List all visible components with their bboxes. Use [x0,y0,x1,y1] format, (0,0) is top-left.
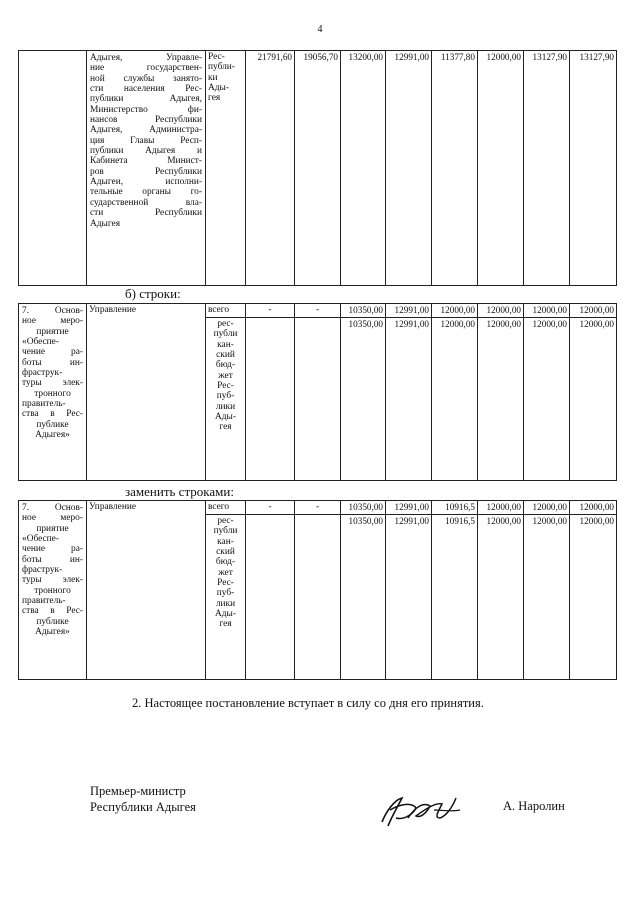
value-cell: 12000,00 [478,501,524,515]
dash-cell: - [246,501,295,515]
line: 7. Основ- [22,503,83,513]
line: ки [208,72,218,83]
table-row [19,501,617,515]
line: гея [208,93,221,104]
value-cell: 12000,00 [570,318,617,481]
table-row [19,51,617,286]
line: Рес- [217,578,234,589]
source-cell [206,51,246,286]
line: туры элек- [22,378,83,389]
measure-cell [19,304,87,481]
line: гея [219,619,232,630]
measure-cell [19,501,87,680]
line: публики Адыгея, [90,94,202,105]
value-cell: 13127,90 [570,51,617,286]
line: публи- [208,62,235,73]
value-cell: 12000,00 [432,304,478,318]
value-cell: 12000,00 [570,515,617,680]
line: сти Республики [90,208,202,219]
line: лики [215,401,236,412]
line: Адыгея, Управле- [90,53,202,63]
line: «Обеспе- [22,337,59,348]
signatory-name: А. Наролин [503,799,565,813]
line: ние государствен- [90,63,202,74]
line: Ады- [208,83,229,94]
page-number: 4 [317,24,323,35]
value-cell: 12000,00 [432,318,478,481]
value-cell: 13200,00 [341,51,386,286]
line: «Обеспе- [22,534,59,545]
line: Адыгея [90,218,121,229]
line: лики [215,598,236,609]
line: Ады- [215,412,236,423]
source-all-cell: всего [206,501,246,515]
executors-lines [90,53,202,229]
line: ной службы занято- [90,73,202,84]
table-continuation [18,50,617,286]
line: 7. Основ- [22,306,83,316]
line: Министерство фи- [90,104,202,115]
empty-cell [295,515,341,680]
heading-replace: заменить строками: [125,484,234,499]
table-old-rows [18,303,617,481]
value-cell: 10350,00 [341,318,386,481]
empty-cell [19,51,87,286]
value-cell: 12000,00 [524,515,570,680]
line: ное меро- [22,316,83,327]
line: чение ра- [22,544,83,555]
line: фраструк- [22,368,63,379]
empty-cell [246,515,295,680]
value-cell: 12991,00 [386,515,432,680]
line: нансов Республики [90,115,202,126]
value-cell: 10916,5 [432,515,478,680]
value-cell: 12000,00 [478,51,524,286]
line: публи [213,329,238,340]
line: рес- [217,516,234,526]
value-cell: 19056,70 [295,51,341,286]
line: ства в Рес- [22,606,83,617]
line: пуб- [216,588,235,599]
dash-cell: - [295,501,341,515]
line: приятие [36,326,69,337]
line: кан- [217,536,234,547]
value-cell: 12000,00 [570,304,617,318]
value-cell: 12991,00 [386,318,432,481]
line: гея [219,422,232,433]
line: пуб- [216,391,235,402]
value-cell: 10916,5 [432,501,478,515]
value-cell: 10350,00 [341,304,386,318]
value-cell: 12000,00 [570,501,617,515]
handwritten-signature-icon [376,788,466,834]
line: сти населения Рес- [90,84,202,95]
value-cell: 12000,00 [478,515,524,680]
paragraph-effective-date: 2. Настоящее постановление вступает в силу со дня его принятия. [132,696,484,710]
signatory-position [90,783,196,816]
dash-cell: - [246,304,295,318]
line: Адыгеи, исполни- [90,177,202,188]
value-cell: 12991,00 [386,501,432,515]
position-line: Премьер-министр [90,784,186,798]
line: боты ин- [22,554,83,565]
line: Кабинета Минист- [90,156,202,167]
line: ский [216,547,235,558]
empty-cell [246,318,295,481]
line: публике [36,419,69,430]
table-row [19,304,617,318]
source-republic-cell [206,515,246,680]
line: тронного [34,585,71,596]
line: жет [218,370,233,381]
value-cell: 10350,00 [341,501,386,515]
line: Адыгея» [35,430,70,441]
line: публи [213,526,238,537]
source-republic-cell [206,318,246,481]
line: жет [218,567,233,578]
line: правитель- [22,399,66,410]
value-cell: 12000,00 [524,501,570,515]
line: тельные органы го- [90,187,202,198]
line: сударственной вла- [90,197,202,208]
value-cell: 12000,00 [478,304,524,318]
line: кан- [217,339,234,350]
line: Рес- [217,381,234,392]
line: публики Адыгея и [90,146,202,157]
line: ства в Рес- [22,409,83,420]
value-cell: 10350,00 [341,515,386,680]
line: ция Главы Респ- [90,135,202,146]
line: публике [36,616,69,627]
executor-cell: Управление [87,304,206,481]
line: бюд- [215,557,236,568]
heading-rows: б) строки: [125,286,181,301]
line: боты ин- [22,357,83,368]
source-all-cell: всего [206,304,246,318]
line: Рес- [208,52,225,62]
line: Ады- [215,609,236,620]
line: фраструк- [22,565,63,576]
line: Адыгея» [35,627,70,638]
line: ров Республики [90,166,202,177]
line: ное меро- [22,513,83,524]
value-cell: 13127,90 [524,51,570,286]
line: Адыгея, Администра- [90,125,202,136]
line: рес- [217,319,234,329]
line: приятие [36,523,69,534]
value-cell: 12000,00 [524,318,570,481]
value-cell: 12000,00 [524,304,570,318]
executor-cell: Управление [87,501,206,680]
line: чение ра- [22,347,83,358]
line: тронного [34,388,71,399]
value-cell: 21791,60 [246,51,295,286]
table-new-rows [18,500,617,680]
line: правитель- [22,596,66,607]
value-cell: 11377,80 [432,51,478,286]
line: бюд- [215,360,236,371]
position-line: Республики Адыгея [90,800,196,815]
value-cell: 12991,00 [386,304,432,318]
value-cell: 12000,00 [478,318,524,481]
empty-cell [295,318,341,481]
dash-cell: - [295,304,341,318]
line: туры элек- [22,575,83,586]
executors-cell [87,51,206,286]
line: ский [216,350,235,361]
value-cell: 12991,00 [386,51,432,286]
